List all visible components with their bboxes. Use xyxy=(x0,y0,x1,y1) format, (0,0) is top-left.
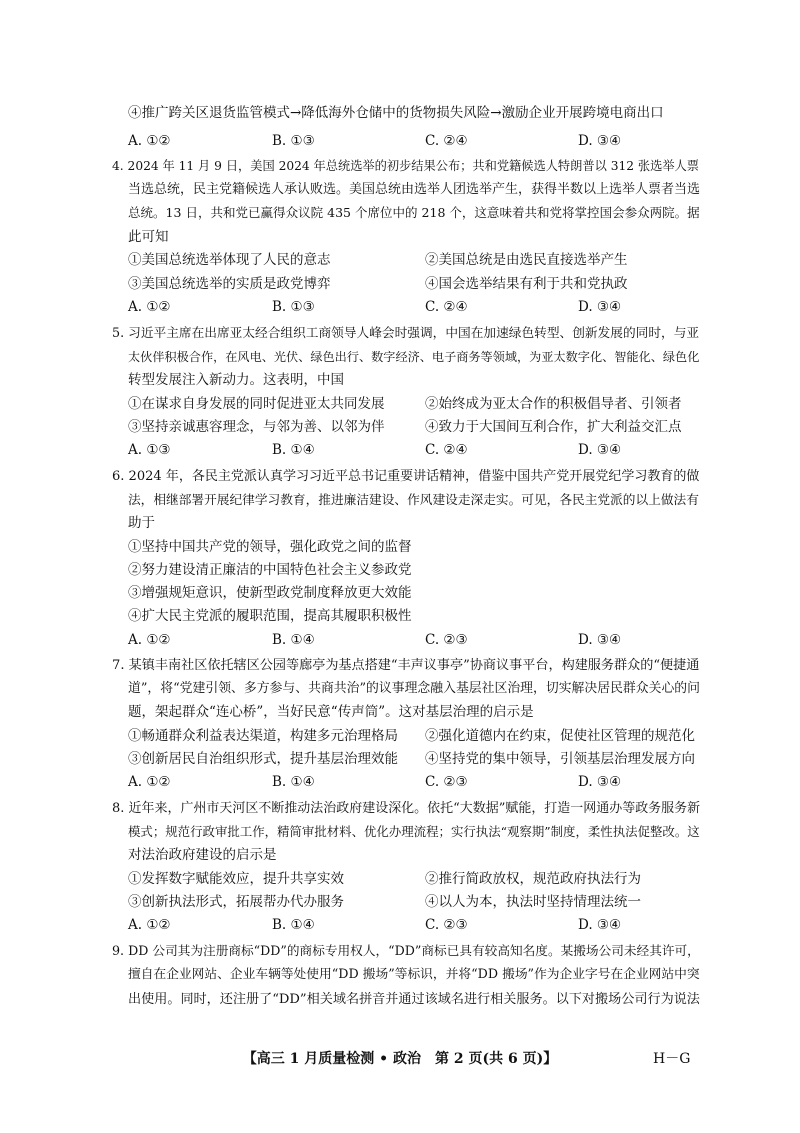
q6-option-d: D. ③④ xyxy=(578,632,622,648)
q7-statement-1: ①畅通群众利益表达渠道，构建多元治理格局 xyxy=(128,728,398,744)
q3-option-c: C. ②④ xyxy=(425,133,468,149)
q8-option-a: A. ①② xyxy=(128,917,171,933)
q6-stem-line-2: 法，相继部署开展纪律学习教育，推进廉洁建设、作风建设走深走实。可见，各民主党派的以上做法有 xyxy=(128,492,699,507)
q5-stem-line-3: 转型发展注入新动力。这表明，中国 xyxy=(128,372,344,388)
q6-option-a: A. ①② xyxy=(128,632,171,648)
q9-stem-line-1: 9. DD 公司其为注册商标“DD”的商标专用权人，“DD”商标已具有较高知名度。某搬场公司未经其许可， xyxy=(112,943,700,958)
footer-paper-code: H－G xyxy=(653,1051,691,1067)
q7-option-b: B. ①④ xyxy=(272,774,315,790)
q4-statement-1: ①美国总统选举体现了人民的意志 xyxy=(128,252,331,268)
q6-stem-line-3: 助于 xyxy=(128,515,155,531)
q5-option-b: B. ①④ xyxy=(272,442,315,458)
q8-stem-line-3: 对法治政府建设的启示是 xyxy=(128,847,277,863)
q5-option-d: D. ③④ xyxy=(578,442,622,458)
q7-statement-2: ②强化道德内在约束，促使社区管理的规范化 xyxy=(425,728,695,744)
q8-stem-line-2: 模式；规范行政审批工作，精简审批材料、优化办理流程；实行执法“观察期”制度，柔性执法促整改。这 xyxy=(128,824,700,839)
q4-option-a: A. ①② xyxy=(128,299,171,315)
q3-statement-4: ④推广跨关区退货监管模式→降低海外仓储中的货物损失风险→激励企业开展跨境电商出口 xyxy=(128,105,664,121)
q7-stem-line-1: 7. 某镇丰南社区依托辖区公园等廊亭为基点搭建“丰声议事亭”协商议事平台，构建服务群众的“便捷通 xyxy=(112,658,700,673)
q4-option-b: B. ①③ xyxy=(272,299,315,315)
q8-statement-3: ③创新执法形式，拓展帮办代办服务 xyxy=(128,894,344,910)
q5-option-a: A. ①③ xyxy=(128,442,171,458)
q5-statement-1: ①在谋求自身发展的同时促进亚太共同发展 xyxy=(128,396,385,412)
q7-stem-line-3: 题，架起群众“连心桥”，当好民意“传声筒”。这对基层治理的启示是 xyxy=(128,704,534,720)
q5-statement-4: ④致力于大国间互利合作，扩大利益交汇点 xyxy=(425,419,682,435)
q5-stem-line-2: 太伙伴积极合作，在风电、光伏、绿色出行、数字经济、电子商务等领域，为亚太数字化、智能化、绿色化 xyxy=(128,350,700,364)
q5-statement-2: ②始终成为亚太合作的积极倡导者、引领者 xyxy=(425,396,682,412)
q3-option-d: D. ③④ xyxy=(578,133,622,149)
q9-stem-line-2: 擅自在企业网站、企业车辆等处使用“DD 搬场”等标识，并将“DD 搬场”作为企业字号在企业网站中突 xyxy=(128,967,700,982)
q3-option-a: A. ①② xyxy=(128,133,171,149)
q5-statement-3: ③坚持亲诚惠容理念，与邻为善、以邻为伴 xyxy=(128,419,385,435)
q4-stem-line-4: 此可知 xyxy=(128,229,169,245)
q5-option-c: C. ②④ xyxy=(425,442,468,458)
q7-option-a: A. ①② xyxy=(128,774,171,790)
q9-stem-line-3: 出使用。同时，还注册了“DD”相关域名拼音并通过该域名进行相关服务。以下对搬场公司行为说法 xyxy=(128,992,700,1007)
q8-statement-2: ②推行简政放权，规范政府执法行为 xyxy=(425,871,641,887)
q4-stem-line-3: 总统。13 日，共和党已赢得众议院 435 个席位中的 218 个，这意味着共和党将掌控国会参众两院。据 xyxy=(128,205,700,220)
q3-option-b: B. ①③ xyxy=(272,133,315,149)
q7-statement-3: ③创新居民自治组织形式，提升基层治理效能 xyxy=(128,751,398,767)
q6-statement-2: ②努力建设清正廉洁的中国特色社会主义参政党 xyxy=(128,562,412,578)
page-footer xyxy=(0,1048,800,1068)
q7-option-d: D. ③④ xyxy=(578,774,622,790)
q8-statement-1: ①发挥数字赋能效应，提升共享实效 xyxy=(128,871,344,887)
q4-stem-line-2: 当选总统，民主党籍候选人承认败选。美国总统由选举人团选举产生，获得半数以上选举人票者当选 xyxy=(128,182,701,197)
q8-option-b: B. ①④ xyxy=(272,917,315,933)
q8-stem-line-1: 8. 近年来，广州市天河区不断推动法治政府建设深化。依托“大数据”赋能，打造一网通办等政务服务新 xyxy=(112,801,701,816)
q7-stem-line-2: 道”，将“党建引领、多方参与、共商共治”的议事理念融入基层社区治理，切实解决居民群众关心的问 xyxy=(128,681,700,696)
q6-statement-3: ③增强规矩意识，使新型政党制度释放更大效能 xyxy=(128,585,412,601)
q4-statement-3: ③美国总统选举的实质是政党博弈 xyxy=(128,276,331,292)
q4-statement-2: ②美国总统是由选民直接选举产生 xyxy=(425,252,628,268)
q6-stem-line-1: 6. 2024 年，各民主党派认真学习习近平总书记重要讲话精神，借鉴中国共产党开展党纪学习教育的做 xyxy=(112,469,700,484)
q4-statement-4: ④国会选举结果有利于共和党执政 xyxy=(425,276,628,292)
q7-statement-4: ④坚持党的集中领导，引领基层治理发展方向 xyxy=(425,751,695,767)
q6-option-c: C. ②③ xyxy=(425,632,468,648)
q8-statement-4: ④以人为本，执法时坚持情理法统一 xyxy=(425,894,641,910)
q8-option-c: C. ②③ xyxy=(425,917,468,933)
footer-page-info: 【高三 1 月质量检测 • 政治 第 2 页(共 6 页)】 xyxy=(242,1051,558,1067)
q4-option-d: D. ③④ xyxy=(578,299,622,315)
q6-statement-4: ④扩大民主党派的履职范围，提高其履职积极性 xyxy=(128,608,412,624)
q5-stem-line-1: 5. 习近平主席在出席亚太经合组织工商领导人峰会时强调，中国在加速绿色转型、创新发展的同时，与亚 xyxy=(112,325,700,340)
q6-statement-1: ①坚持中国共产党的领导，强化政党之间的监督 xyxy=(128,539,412,555)
q4-option-c: C. ②④ xyxy=(425,299,468,315)
q4-stem-line-1: 4. 2024 年 11 月 9 日，美国 2024 年总统选举的初步结果公布；共和党籍候选人特朗普以 312 张选举人票 xyxy=(112,159,699,173)
q6-option-b: B. ①④ xyxy=(272,632,315,648)
q7-option-c: C. ②③ xyxy=(425,774,468,790)
q8-option-d: D. ③④ xyxy=(578,917,622,933)
